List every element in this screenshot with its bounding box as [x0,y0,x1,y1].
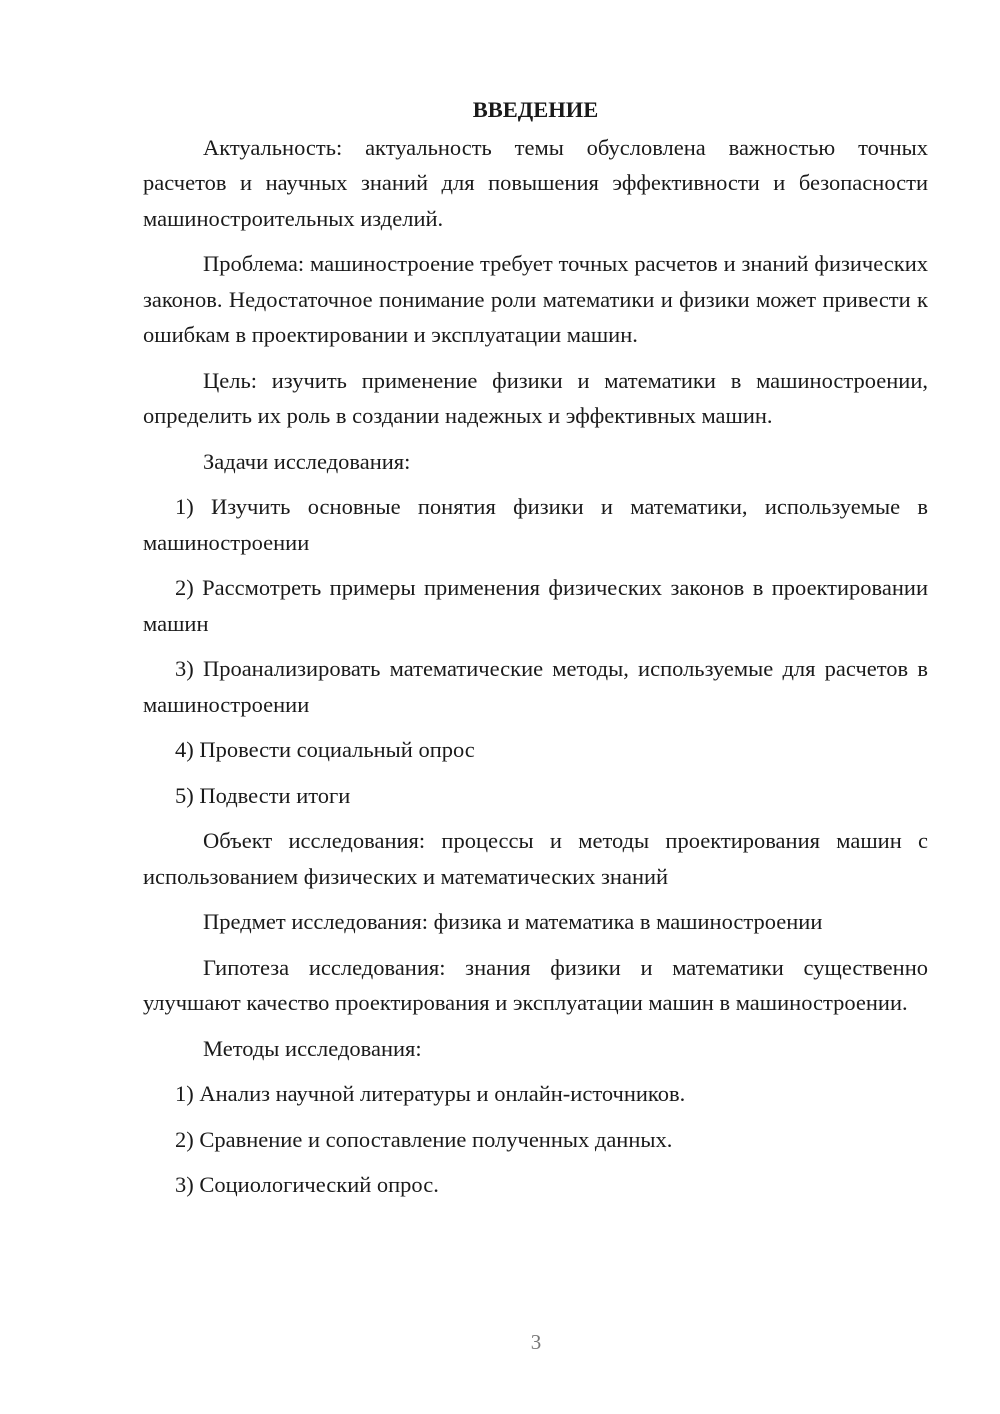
methods-heading: Методы исследования: [203,1035,422,1061]
tasks-heading: Задачи исследования: [203,448,411,474]
hypothesis-paragraph: Гипотеза исследования: знания физики и математики существенно улучшают качество проектирования и эксплуатации машин в машиностроении. [143,954,928,1015]
method-item: 1) Анализ научной литературы и онлайн-источников. [175,1081,686,1106]
task-item: 5) Подвести итоги [175,782,351,808]
subject-paragraph: Предмет исследования: физика и математика в машиностроении [203,909,823,934]
page-number: 3 [530,1330,542,1354]
task-item: 4) Провести социальный опрос [175,737,475,762]
relevance-paragraph: Актуальность: актуальность темы обусловлена важностью точных расчетов и научных знаний для повышения эффективности и безопасности машиностроительных изделий. [143,134,928,231]
task-item: 3) Проанализировать математические методы, используемые для расчетов в машиностроении [143,656,928,717]
object-paragraph: Объект исследования: процессы и методы проектирования машин с использованием физических и математических знаний [143,828,928,889]
page-content [143,92,928,1213]
task-item: 2) Рассмотреть примеры применения физических законов в проектировании машин [143,575,928,636]
page-title: ВВЕДЕНИЕ [472,97,599,122]
method-item: 2) Сравнение и сопоставление полученных данных. [175,1126,673,1152]
task-item: 1) Изучить основные понятия физики и математики, используемые в машиностроении [143,494,928,555]
method-item: 3) Социологический опрос. [175,1172,439,1197]
problem-paragraph: Проблема: машиностроение требует точных расчетов и знаний физических законов. Недостаточное понимание роли математики и физики может привести к ошибкам в проектировании и эксплуатации машин. [143,251,928,347]
goal-paragraph: Цель: изучить применение физики и математики в машиностроении, определить их роль в создании надежных и эффективных машин. [143,367,928,428]
